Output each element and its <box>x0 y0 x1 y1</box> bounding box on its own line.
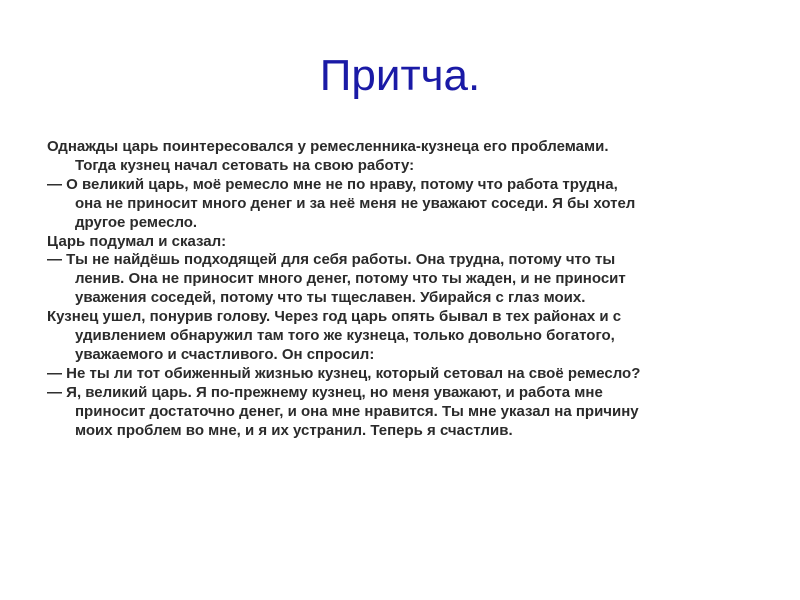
paragraph-intro: Однажды царь поинтересовался у ремесленника-кузнеца его проблемами. Тогда кузнец начал сетовать на свою работу: <box>47 138 609 174</box>
paragraph-tsar-answer: — Ты не найдёшь подходящей для себя работы. Она трудна, потому что ты ленив. Она не приносит много денег, потому что ты жаден, и не приносит уважения соседей, потому что ты тщеславен. Убирайся с глаз моих. <box>47 251 626 307</box>
slide-body <box>47 138 767 441</box>
paragraph-year-later: Кузнец ушел, понурив голову. Через год царь опять бывал в тех районах и с удивлением обнаружил там того же кузнеца, только довольно богатого, уважаемого и счастливого. Он спросил: <box>47 308 622 363</box>
paragraph-smith-reply: — Я, великий царь. Я по-прежнему кузнец, но меня уважают, и работа мне приносит достаточно денег, и она мне нравится. Ты мне указал на причину моих проблем во мне, и я их устранил. Теперь я счастлив. <box>47 383 639 439</box>
paragraph-smith-complaint: — О великий царь, моё ремесло мне не по нраву, потому что работа трудна, она не приносит много денег и за неё меня не уважают соседи. Я бы хотел другое ремесло. <box>47 175 636 231</box>
slide-title: Притча. <box>319 51 481 100</box>
paragraph-tsar-thought: Царь подумал и сказал: <box>47 232 227 250</box>
paragraph-tsar-question: — Не ты ли тот обиженный жизнью кузнец, который сетовал на своё ремесло? <box>47 364 641 382</box>
